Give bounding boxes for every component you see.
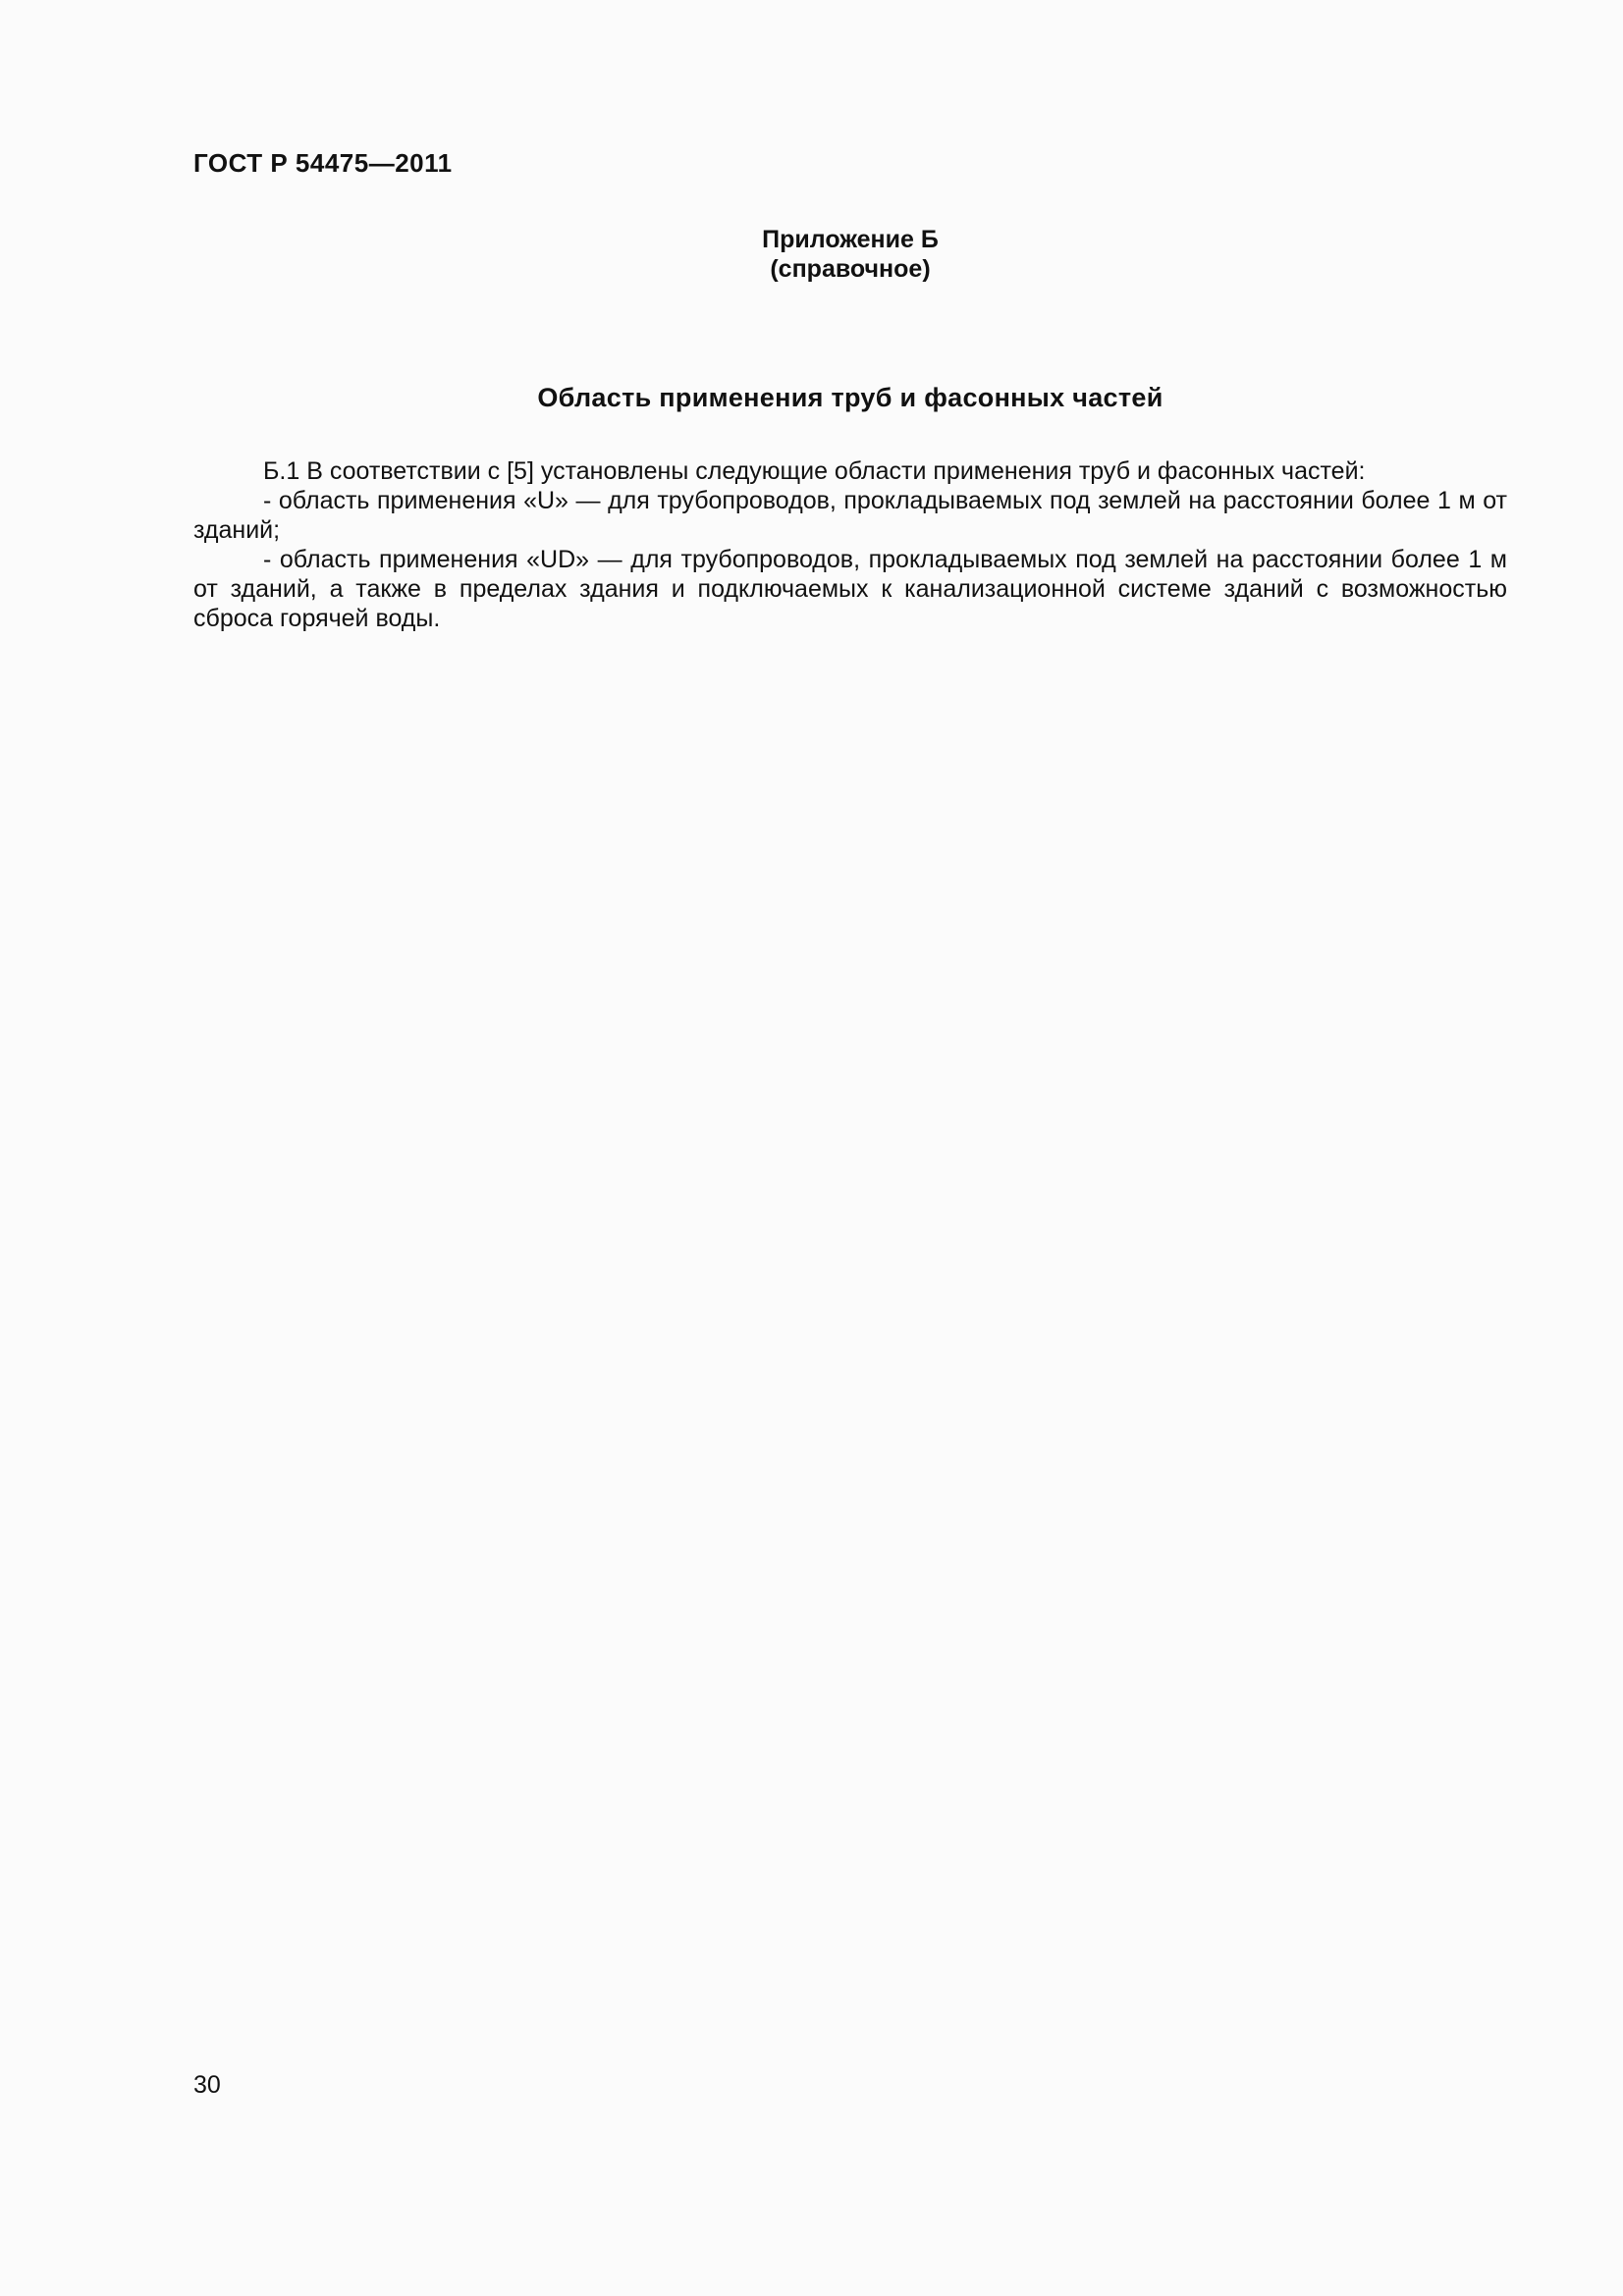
body-text [193,456,1507,633]
appendix-heading [654,225,1047,284]
list-item-ud: - область применения «UD» — для трубопроводов, прокладываемых под землей на расстоянии более 1 м от зданий, а также в пределах здания и подключаемых к канализационной системе зданий с возможностью сброса горячей воды. [193,546,1507,632]
paragraph-b1: Б.1 В соответствии с [5] установлены следующие области применения труб и фасонных частей: [263,457,1366,485]
appendix-subtitle: (справочное) [770,255,931,283]
section-title: Область применения труб и фасонных частей [537,383,1163,412]
appendix-title: Приложение Б [762,226,939,253]
list-item-u: - область применения «U» — для трубопроводов, прокладываемых под землей на расстоянии более 1 м от зданий; [193,487,1507,544]
page-number: 30 [193,2071,221,2099]
document-code-header: ГОСТ Р 54475—2011 [193,148,453,178]
